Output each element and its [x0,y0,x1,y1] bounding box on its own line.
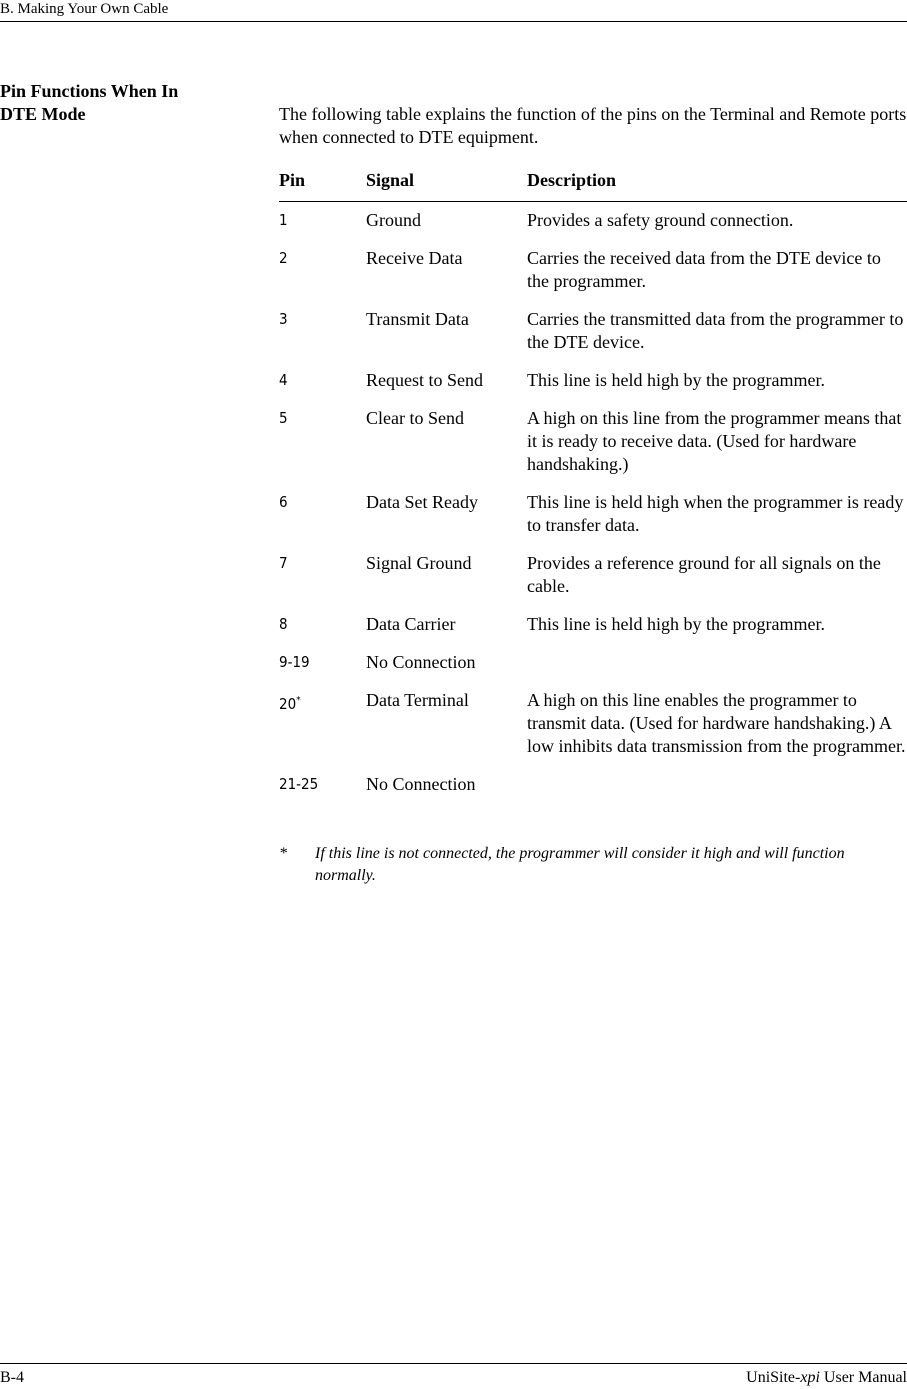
header-signal: Signal [366,170,415,190]
header-description: Description [527,170,616,190]
pin-cell [279,209,366,232]
pin-number: 3 [279,310,288,328]
table-row [279,491,907,537]
description-cell: Provides a reference ground for all signals on the cable. [527,553,881,596]
description-cell [527,651,907,674]
intro-paragraph: The following table explains the function of the pins on the Terminal and Remote ports when connected to DTE equipment. [279,104,907,147]
description-cell [527,773,907,796]
pin-table [279,169,907,796]
pin-number: 8 [279,615,288,633]
section-heading-line2: DTE Mode [0,104,86,124]
pin-footnote-mark: * [296,695,301,706]
footnote-mark: * [279,845,287,862]
pin-number: 2 [279,249,288,267]
table-row [279,308,907,354]
manual-title-suffix: User Manual [819,1369,907,1386]
signal-cell: Receive Data [366,248,463,268]
pin-number: 4 [279,371,288,389]
pin-number: 20 [279,695,297,713]
description-cell: Carries the received data from the DTE device to the programmer. [527,248,881,291]
pin-cell [279,613,366,636]
section-heading [0,80,240,126]
signal-cell: Data Terminal [366,690,469,710]
description-cell: This line is held high when the programmer is ready to transfer data. [527,492,904,535]
pin-number: 5 [279,409,288,427]
pin-cell [279,308,366,354]
signal-cell: Clear to Send [366,408,464,428]
signal-cell: Data Set Ready [366,492,478,512]
description-cell: Provides a safety ground connection. [527,210,794,230]
table-row [279,651,907,674]
footnote-text: If this line is not connected, the programmer will consider it high and will function normally. [315,845,845,884]
pin-number: 21-25 [279,775,319,793]
description-cell: A high on this line enables the programmer to transmit data. (Used for hardware handshaking.) A low inhibits data transmission from the programmer. [527,690,906,756]
pin-number: 1 [279,211,288,229]
pin-cell [279,552,366,598]
manual-title-italic: xpi [800,1369,820,1386]
table-row [279,209,907,232]
table-header [279,169,907,202]
header-pin: Pin [279,170,306,190]
pin-cell [279,773,366,796]
pin-cell [279,369,366,392]
description-cell: A high on this line from the programmer means that it is ready to receive data. (Used for hardware handshaking.) [527,408,902,474]
signal-cell: Request to Send [366,370,483,390]
signal-cell: Ground [366,210,421,230]
pin-cell [279,491,366,537]
footnote [279,843,907,887]
section-heading-line1: Pin Functions When In [0,81,179,101]
table-row [279,773,907,796]
table-row [279,689,907,758]
pin-number: 6 [279,493,288,511]
signal-cell: No Connection [366,774,476,794]
signal-cell: No Connection [366,652,476,672]
table-row [279,369,907,392]
page-number: B-4 [0,1369,24,1386]
signal-cell: Transmit Data [366,309,469,329]
description-cell: Carries the transmitted data from the programmer to the DTE device. [527,309,904,352]
pin-number: 9-19 [279,653,310,671]
pin-cell [279,689,366,758]
description-cell: This line is held high by the programmer. [527,370,825,390]
footer-rule [0,1363,907,1364]
pin-cell [279,651,366,674]
table-row [279,247,907,293]
table-row [279,407,907,476]
header-rule [0,21,907,22]
signal-cell: Signal Ground [366,553,472,573]
pin-cell [279,407,366,476]
description-cell: This line is held high by the programmer. [527,614,825,634]
manual-title-prefix: UniSite- [746,1369,801,1386]
pin-number: 7 [279,554,288,572]
running-head: B. Making Your Own Cable [0,1,169,17]
manual-title [746,1369,907,1387]
table-row [279,552,907,598]
pin-cell [279,247,366,293]
table-row [279,613,907,636]
signal-cell: Data Carrier [366,614,456,634]
